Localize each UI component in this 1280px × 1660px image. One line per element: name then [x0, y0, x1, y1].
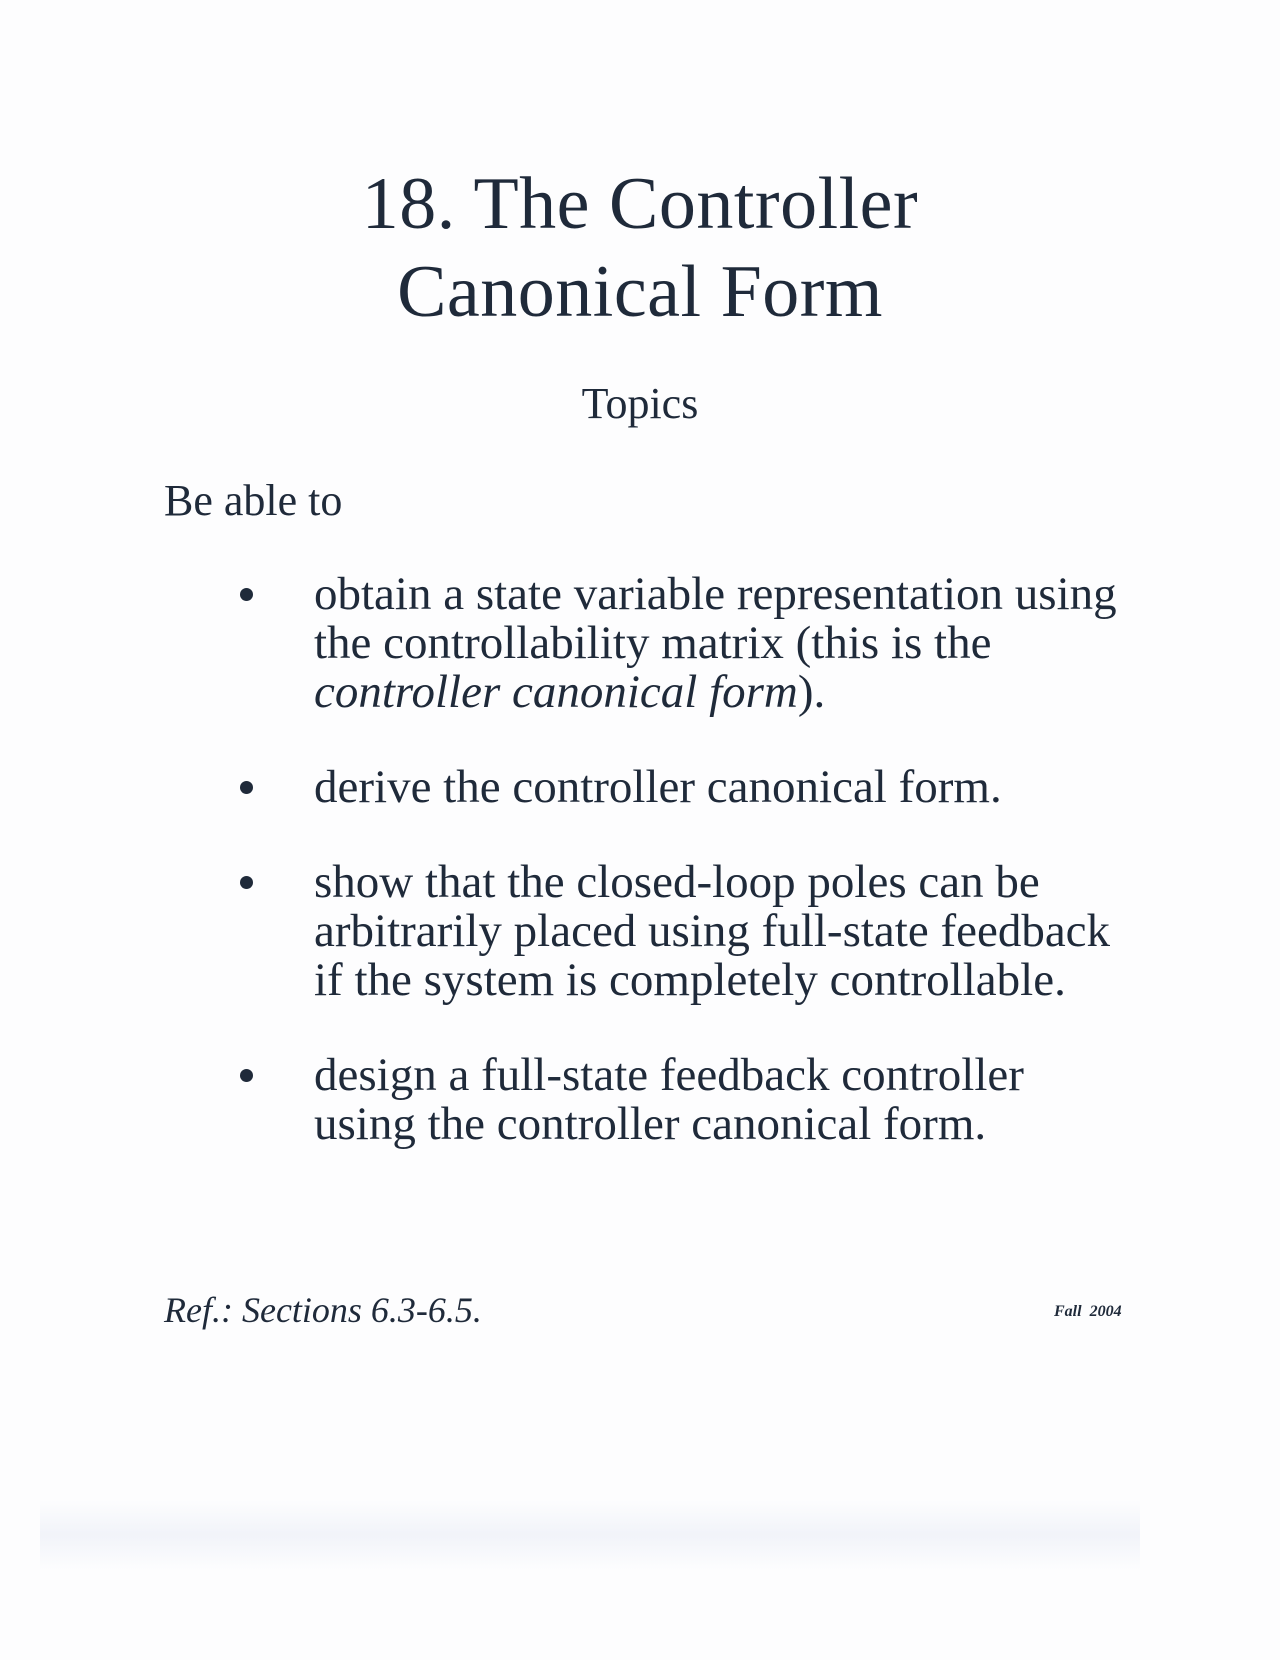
page-title-line-2: Canonical Form: [397, 251, 883, 333]
page-title-line-1: 18. The Controller: [361, 163, 919, 245]
list-item-text: obtain a state variable representation using the controllability matrix (this is the: [314, 568, 1117, 669]
list-item: [230, 858, 1130, 1005]
intro-text: Be able to: [164, 476, 343, 525]
bullet-icon: [240, 781, 253, 794]
list-item: [230, 763, 1130, 812]
date-term: Fall: [1054, 1303, 1082, 1320]
date-stamp: [1054, 1302, 1122, 1322]
reference-note: Ref.: Sections 6.3-6.5.: [164, 1290, 482, 1330]
list-item-text: design a full-state feedback controller using the controller canonical form.: [314, 1049, 1024, 1150]
bullet-icon: [240, 588, 253, 601]
list-item: [230, 1051, 1130, 1149]
list-item: [230, 570, 1130, 717]
scan-artifact: [40, 1500, 1140, 1570]
bullet-icon: [240, 1069, 253, 1082]
list-item-emphasis: controller canonical form: [314, 666, 798, 718]
bullet-icon: [240, 876, 253, 889]
section-subtitle: Topics: [581, 379, 699, 428]
list-item-text-end: ).: [797, 666, 826, 718]
list-item-text: derive the controller canonical form.: [314, 761, 1002, 813]
topics-list: [230, 570, 1130, 1195]
list-item-text: show that the closed-loop poles can be arbitrarily placed using full-state feedback if the system is completely controllable.: [314, 856, 1111, 1006]
date-year: 2004: [1089, 1303, 1122, 1320]
